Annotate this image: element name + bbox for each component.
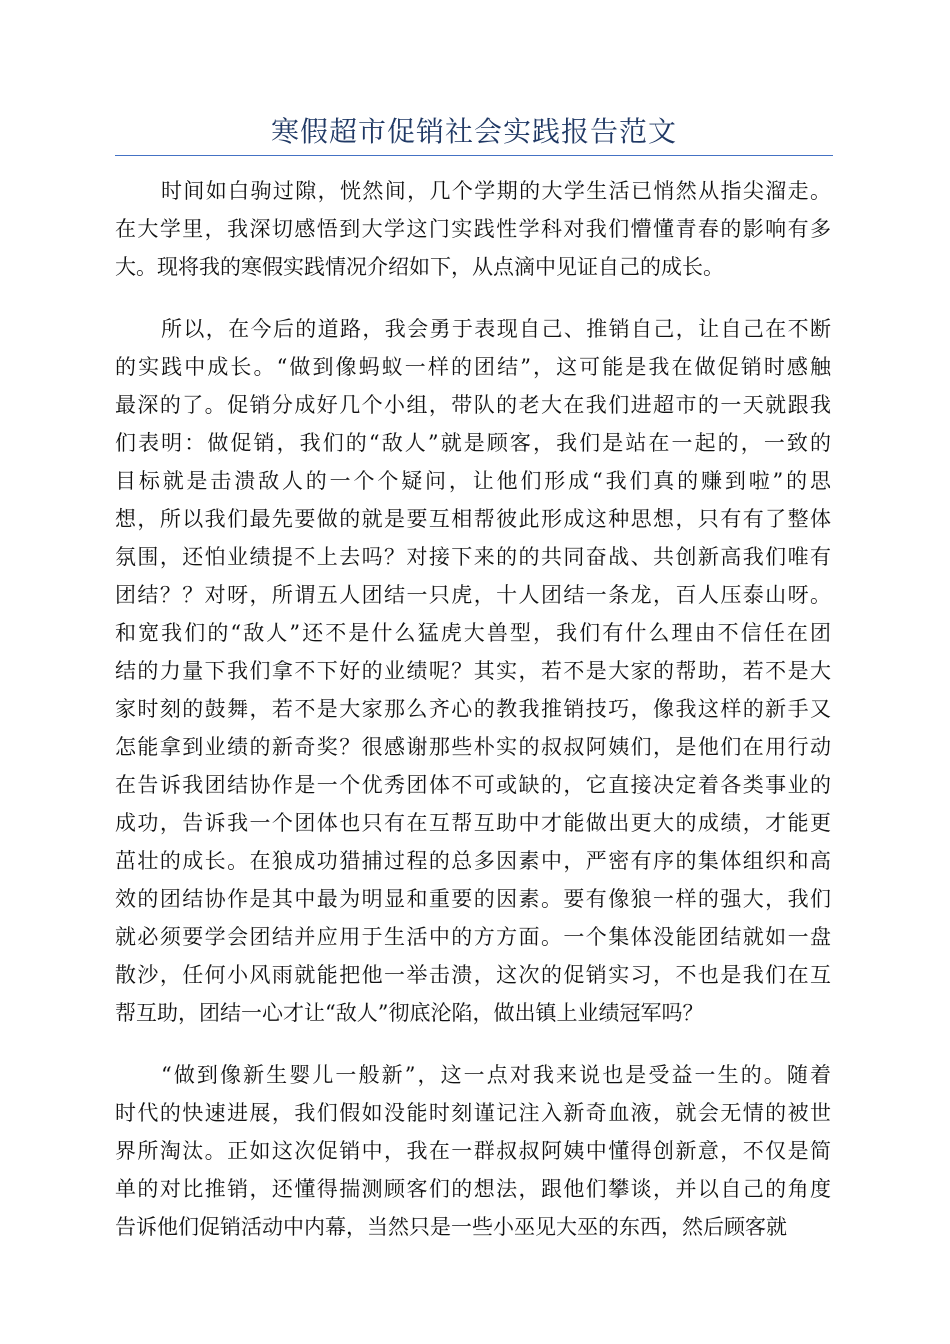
paragraph	[115, 310, 831, 1032]
paragraph-line: 目标就是击溃敌人的一个个疑问，让他们形成“我们真的赚到啦”的思	[115, 469, 831, 493]
paragraph-line: 最深的了。促销分成好几个小组，带队的老大在我们进超市的一天就跟我	[115, 393, 831, 417]
paragraph-line: 的实践中成长。“做到像蚂蚁一样的团结”，这可能是我在做促销时感触	[115, 355, 831, 379]
paragraph-line: 界所淘汰。正如这次促销中，我在一群叔叔阿姨中懂得创新意，不仅是简	[115, 1139, 831, 1163]
paragraph-line: 成功，告诉我一个团体也只有在互帮互助中才能做出更大的成绩，才能更	[115, 811, 831, 835]
paragraph-line: 时代的快速进展，我们假如没能时刻谨记注入新奇血液，就会无情的被世	[115, 1101, 831, 1125]
paragraph-line: 怎能拿到业绩的新奇奖？很感谢那些朴实的叔叔阿姨们，是他们在用行动	[115, 735, 831, 759]
paragraph-line: 茁壮的成长。在狼成功猎捕过程的总多因素中，严密有序的集体组织和高	[115, 849, 831, 873]
document-title: 寒假超市促销社会实践报告范文	[270, 115, 677, 148]
paragraph-line: 在大学里，我深切感悟到大学这门实践性学科对我们懵懂青春的影响有多	[115, 217, 831, 241]
paragraph-line: 大。现将我的寒假实践情况介绍如下，从点滴中见证自己的成长。	[115, 255, 724, 279]
paragraph-line: 团结？？对呀，所谓五人团结一只虎，十人团结一条龙，百人压泰山呀。	[115, 583, 831, 607]
paragraph	[115, 1056, 831, 1246]
paragraph-line: 效的团结协作是其中最为明显和重要的因素。要有像狼一样的强大，我们	[115, 887, 831, 911]
document-body	[115, 172, 831, 1270]
paragraph-line: 时间如白驹过隙，恍然间，几个学期的大学生活已悄然从指尖溜走。	[161, 179, 831, 203]
paragraph-line: 家时刻的鼓舞，若不是大家那么齐心的教我推销技巧，像我这样的新手又	[115, 697, 831, 721]
paragraph-line: 结的力量下我们拿不下好的业绩呢？其实，若不是大家的帮助，若不是大	[115, 659, 831, 683]
paragraph-line: 告诉他们促销活动中内幕，当然只是一些小巫见大巫的东西，然后顾客就	[115, 1215, 787, 1239]
paragraph-line: 所以，在今后的道路，我会勇于表现自己、推销自己，让自己在不断	[161, 317, 831, 341]
paragraph-line: 帮互助，团结一心才让“敌人”彻底沦陷，做出镇上业绩冠军吗？	[115, 1001, 704, 1025]
paragraph-line: 想，所以我们最先要做的就是要互相帮彼此形成这种思想，只有有了整体	[115, 507, 831, 531]
title-underline	[115, 155, 833, 156]
paragraph-line: 散沙，任何小风雨就能把他一举击溃，这次的促销实习，不也是我们在互	[115, 963, 831, 987]
paragraph-line: 单的对比推销，还懂得揣测顾客们的想法，跟他们攀谈，并以自己的角度	[115, 1177, 831, 1201]
paragraph-line: 们表明：做促销，我们的“敌人”就是顾客，我们是站在一起的，一致的	[115, 431, 831, 455]
paragraph-line: 就必须要学会团结并应用于生活中的方方面。一个集体没能团结就如一盘	[115, 925, 831, 949]
paragraph	[115, 172, 831, 286]
paragraph-line: 氛围，还怕业绩提不上去吗？对接下来的的共同奋战、共创新高我们唯有	[115, 545, 831, 569]
paragraph-line: 和宽我们的“敌人”还不是什么猛虎大兽型，我们有什么理由不信任在团	[115, 621, 831, 645]
paragraph-line: “做到像新生婴儿一般新”，这一点对我来说也是受益一生的。随着	[161, 1063, 831, 1087]
paragraph-line: 在告诉我团结协作是一个优秀团体不可或缺的，它直接决定着各类事业的	[115, 773, 831, 797]
